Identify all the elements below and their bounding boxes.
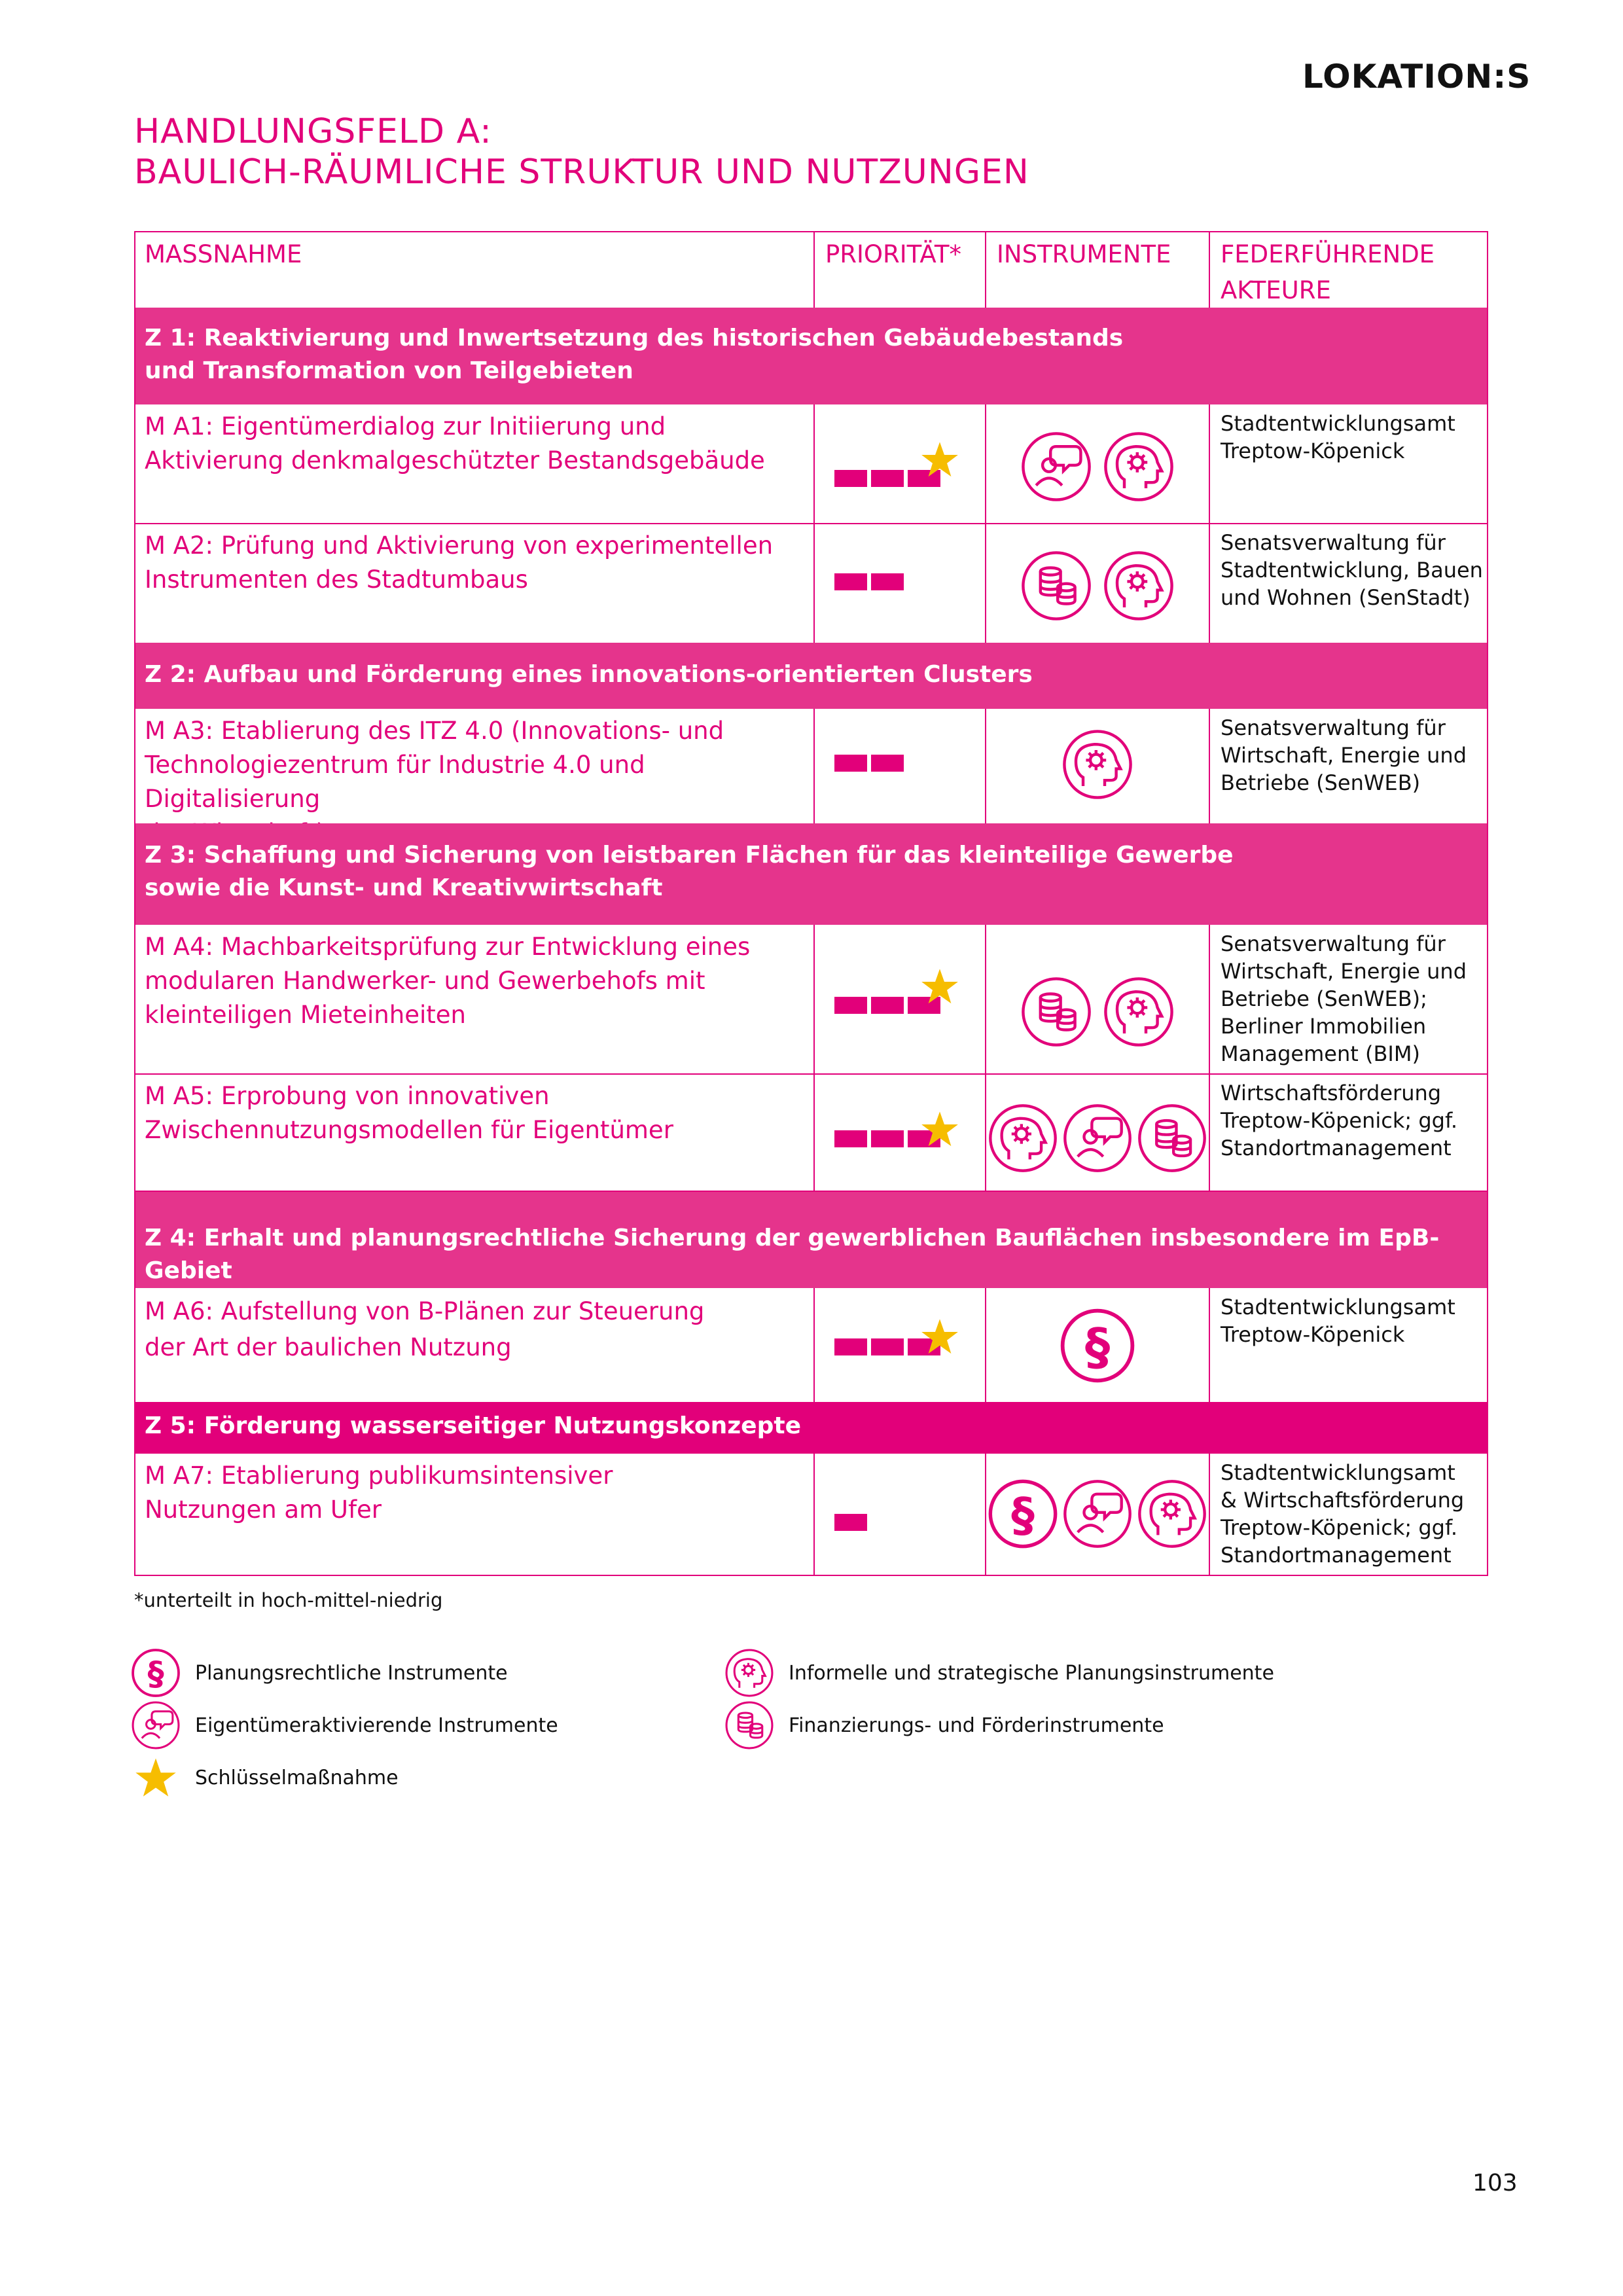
goal-z3-line-2: sowie die Kunst- und Kreativwirtschaft xyxy=(145,874,663,901)
measure-ma5-cell xyxy=(134,1074,813,1191)
measure-ma7-actors xyxy=(1221,1459,1495,1569)
key-measure-star-icon xyxy=(921,440,959,478)
key-measure-star-icon xyxy=(921,1110,959,1148)
legend-item-financing xyxy=(724,1700,1164,1750)
legend-item-informal xyxy=(724,1648,1274,1698)
priority-cell xyxy=(813,524,985,643)
measure-ma5-text xyxy=(145,1079,799,1147)
instruments-cell xyxy=(985,1074,1209,1191)
row-divider xyxy=(134,523,1488,524)
legend-item-owner xyxy=(131,1700,558,1750)
actor-line: Betriebe (SenWEB) xyxy=(1221,770,1421,795)
measure-ma2-actors xyxy=(1221,529,1495,611)
actor-line: Standortmanagement xyxy=(1221,1136,1452,1160)
column-header-prioritaet-label: PRIORITÄT* xyxy=(825,240,961,268)
instruments-cell xyxy=(985,709,1209,823)
actor-line: Stadtentwicklungsamt xyxy=(1221,1460,1455,1485)
goal-z4-line-1: Z 4: Erhalt und planungsrechtliche Sicherung der gewerblichen Bauflächen insbesondere im EpB-Gebiet xyxy=(145,1225,1440,1284)
priority-bar xyxy=(871,573,904,590)
measure-ma3-line-2: Technologiezentrum für Industrie 4.0 und Digitalisierung xyxy=(145,751,645,813)
goal-z3-line-1: Z 3: Schaffung und Sicherung von leistbaren Flächen für das kleinteilige Gewerbe xyxy=(145,842,1234,869)
column-header-akteure-line-2: AKTEURE xyxy=(1221,276,1331,304)
goal-z1-line-1: Z 1: Reaktivierung und Inwertsetzung des historischen Gebäudebestands xyxy=(145,325,1124,351)
column-header-massnahme-label: MASSNAHME xyxy=(145,240,302,268)
measure-row-ma2 xyxy=(134,524,1488,643)
goal-z5-line-1: Z 5: Förderung wasserseitiger Nutzungskonzepte xyxy=(145,1412,801,1439)
priority-cell xyxy=(813,1074,985,1191)
page-title-line-1: HANDLUNGSFELD A: xyxy=(134,112,492,151)
measure-ma1-text xyxy=(145,410,799,478)
actor-line: und Wohnen (SenStadt) xyxy=(1221,585,1471,610)
brand-logo: LOKATION:S xyxy=(1302,58,1531,96)
informal-planning-icon xyxy=(1103,431,1175,503)
actor-cell xyxy=(1209,1454,1488,1576)
measure-ma2-line-1: M A2: Prüfung und Aktivierung von experimentellen xyxy=(145,531,774,560)
legal-planning-icon xyxy=(1060,1308,1135,1384)
actor-line: Stadtentwicklung, Bauen xyxy=(1221,558,1483,583)
priority-cell xyxy=(813,709,985,823)
instruments-cell xyxy=(985,925,1209,1074)
page-number: 103 xyxy=(1472,2170,1518,2197)
legend-key-label: Schlüsselmaßnahme xyxy=(195,1766,399,1789)
instruments-cell xyxy=(985,1454,1209,1576)
actor-line: Wirtschaft, Energie und xyxy=(1221,959,1467,984)
column-header-prioritaet xyxy=(813,231,985,308)
measure-ma4-line-1: M A4: Machbarkeitsprüfung zur Entwicklung eines xyxy=(145,933,751,961)
actor-line: Betriebe (SenWEB); xyxy=(1221,986,1427,1011)
measure-ma2-text xyxy=(145,529,799,597)
goal-row-z1 xyxy=(134,308,1488,404)
measure-ma1-line-1: M A1: Eigentümerdialog zur Initiierung und xyxy=(145,412,666,440)
actor-cell xyxy=(1209,1074,1488,1191)
actor-line: Treptow-Köpenick; ggf. xyxy=(1221,1515,1458,1540)
owner-activation-icon xyxy=(131,1700,181,1750)
informal-planning-icon xyxy=(988,1103,1058,1174)
priority-bar xyxy=(871,1338,904,1355)
row-divider xyxy=(134,1073,1488,1075)
informal-planning-icon xyxy=(1061,728,1133,800)
measure-ma6-line-1: M A6: Aufstellung von B-Plänen zur Steuerung xyxy=(145,1297,705,1325)
measure-row-ma3 xyxy=(134,709,1488,823)
actor-line: Berliner Immobilien xyxy=(1221,1014,1427,1039)
measure-ma2-line-2: Instrumenten des Stadtumbaus xyxy=(145,565,528,594)
priority-bar xyxy=(871,755,904,772)
measure-row-ma5 xyxy=(134,1074,1488,1191)
measure-ma4-text xyxy=(145,930,799,1032)
owner-activation-icon xyxy=(1020,431,1092,503)
actor-line: Stadtentwicklungsamt xyxy=(1221,1295,1455,1319)
measures-table xyxy=(134,231,1488,1576)
page-title xyxy=(134,111,1312,192)
priority-bar xyxy=(871,1130,904,1147)
financing-icon xyxy=(724,1700,774,1750)
priority-bar xyxy=(834,755,867,772)
column-header-massnahme xyxy=(134,231,813,308)
measure-ma1-line-2: Aktivierung denkmalgeschützter Bestandsgebäude xyxy=(145,446,765,475)
informal-planning-icon xyxy=(1137,1479,1207,1549)
financing-icon xyxy=(1020,976,1092,1048)
goal-z4-title xyxy=(145,1222,1488,1287)
goal-z2-title xyxy=(145,658,1033,691)
owner-activation-icon xyxy=(1062,1103,1133,1174)
priority-bars xyxy=(834,1514,871,1531)
goal-row-z3 xyxy=(134,823,1488,925)
legal-planning-icon xyxy=(131,1648,181,1698)
financing-icon xyxy=(1137,1103,1207,1174)
goal-z2-line-1: Z 2: Aufbau und Förderung eines innovations-orientierten Clusters xyxy=(145,661,1033,688)
informal-planning-icon xyxy=(1103,550,1175,622)
measure-ma5-actors xyxy=(1221,1079,1495,1162)
measure-ma4-line-3: kleinteiligen Mieteinheiten xyxy=(145,1001,466,1029)
legend-financing-label: Finanzierungs- und Förderinstrumente xyxy=(789,1713,1164,1737)
key-measure-star-icon xyxy=(921,1318,959,1355)
priority-cell xyxy=(813,925,985,1074)
page-title-line-2: BAULICH-RÄUMLICHE STRUKTUR UND NUTZUNGEN xyxy=(134,152,1029,192)
instruments-cell xyxy=(985,404,1209,524)
priority-bar xyxy=(834,1514,867,1531)
table-header-row xyxy=(134,231,1488,308)
priority-bars xyxy=(834,755,908,772)
measure-row-ma6 xyxy=(134,1288,1488,1402)
measure-row-ma1 xyxy=(134,404,1488,524)
measure-ma7-line-1: M A7: Etablierung publikumsintensiver xyxy=(145,1462,613,1490)
actor-line: Wirtschaft, Energie und xyxy=(1221,743,1467,768)
goal-z1-title xyxy=(145,322,1123,387)
column-header-akteure-line-1: FEDERFÜHRENDE xyxy=(1221,240,1435,268)
measure-ma4-actors xyxy=(1221,930,1495,1067)
priority-bar xyxy=(871,470,904,487)
priority-bar xyxy=(834,1130,867,1147)
measure-ma2-cell xyxy=(134,524,813,643)
actor-line: Stadtentwicklungsamt xyxy=(1221,411,1455,436)
priority-cell xyxy=(813,1288,985,1402)
measure-ma1-actors xyxy=(1221,410,1495,465)
measure-ma6-actors xyxy=(1221,1293,1495,1348)
measure-ma4-line-2: modularen Handwerker- und Gewerbehofs mit xyxy=(145,967,705,995)
actor-line: Management (BIM) xyxy=(1221,1041,1420,1066)
actor-line: Standortmanagement xyxy=(1221,1543,1452,1568)
measure-ma4-cell xyxy=(134,925,813,1074)
measure-ma7-line-2: Nutzungen am Ufer xyxy=(145,1496,382,1524)
measure-ma7-text xyxy=(145,1459,799,1527)
column-header-akteure xyxy=(1209,231,1488,308)
measure-ma5-line-1: M A5: Erprobung von innovativen xyxy=(145,1082,550,1110)
row-divider xyxy=(134,1191,1488,1192)
actor-cell xyxy=(1209,524,1488,643)
measure-ma6-text xyxy=(145,1293,799,1365)
measure-row-ma7 xyxy=(134,1454,1488,1576)
instruments-cell xyxy=(985,1288,1209,1402)
actor-line: Treptow-Köpenick xyxy=(1221,439,1405,463)
legend-owner-label: Eigentümeraktivierende Instrumente xyxy=(195,1713,558,1737)
legal-planning-icon xyxy=(988,1479,1058,1549)
priority-bar xyxy=(834,470,867,487)
informal-planning-icon xyxy=(724,1648,774,1698)
priority-bar xyxy=(871,997,904,1014)
actor-line: Senatsverwaltung für xyxy=(1221,931,1446,956)
actor-cell xyxy=(1209,1288,1488,1402)
goal-z5-title xyxy=(145,1410,801,1443)
measure-ma7-cell xyxy=(134,1454,813,1576)
actor-line: Treptow-Köpenick xyxy=(1221,1322,1405,1347)
actor-line: Wirtschaftsförderung xyxy=(1221,1081,1442,1105)
priority-bar xyxy=(834,1338,867,1355)
column-header-instrumente-label: INSTRUMENTE xyxy=(997,240,1171,268)
key-measure-star-icon xyxy=(921,967,959,1005)
star-icon xyxy=(135,1757,177,1799)
instruments-cell xyxy=(985,524,1209,643)
actor-cell xyxy=(1209,404,1488,524)
measure-row-ma4 xyxy=(134,925,1488,1074)
measure-ma3-line-1: M A3: Etablierung des ITZ 4.0 (Innovations- und xyxy=(145,717,724,745)
legend-informal-label: Informelle und strategische Planungsinstrumente xyxy=(789,1661,1274,1685)
actor-cell xyxy=(1209,925,1488,1074)
goal-z3-title xyxy=(145,839,1234,905)
measure-ma6-line-2: der Art der baulichen Nutzung xyxy=(145,1333,512,1361)
goal-z1-line-2: und Transformation von Teilgebieten xyxy=(145,357,633,384)
actor-line: Senatsverwaltung für xyxy=(1221,715,1446,740)
priority-bar xyxy=(834,997,867,1014)
measure-ma3-cell xyxy=(134,709,813,823)
legend-item-legal xyxy=(131,1648,508,1698)
goal-row-z2 xyxy=(134,643,1488,709)
priority-cell xyxy=(813,404,985,524)
legend-item-key xyxy=(135,1757,399,1799)
measure-ma6-cell xyxy=(134,1288,813,1402)
measure-ma1-cell xyxy=(134,404,813,524)
actor-line: & Wirtschaftsförderung xyxy=(1221,1488,1465,1513)
financing-icon xyxy=(1020,550,1092,622)
priority-cell xyxy=(813,1454,985,1576)
priority-bars xyxy=(834,573,908,590)
actor-line: Treptow-Köpenick; ggf. xyxy=(1221,1108,1458,1133)
owner-activation-icon xyxy=(1062,1479,1133,1549)
legend-legal-label: Planungsrechtliche Instrumente xyxy=(195,1661,508,1685)
measure-ma5-line-2: Zwischennutzungsmodellen für Eigentümer xyxy=(145,1116,673,1144)
footnote: *unterteilt in hoch-mittel-niedrig xyxy=(134,1589,443,1611)
actor-cell xyxy=(1209,709,1488,823)
goal-row-z4 xyxy=(134,1191,1488,1288)
priority-bar xyxy=(834,573,867,590)
actor-line: Senatsverwaltung für xyxy=(1221,530,1446,555)
measure-ma3-actors xyxy=(1221,714,1495,797)
goal-row-z5 xyxy=(134,1402,1488,1454)
column-header-instrumente xyxy=(985,231,1209,308)
informal-planning-icon xyxy=(1103,976,1175,1048)
